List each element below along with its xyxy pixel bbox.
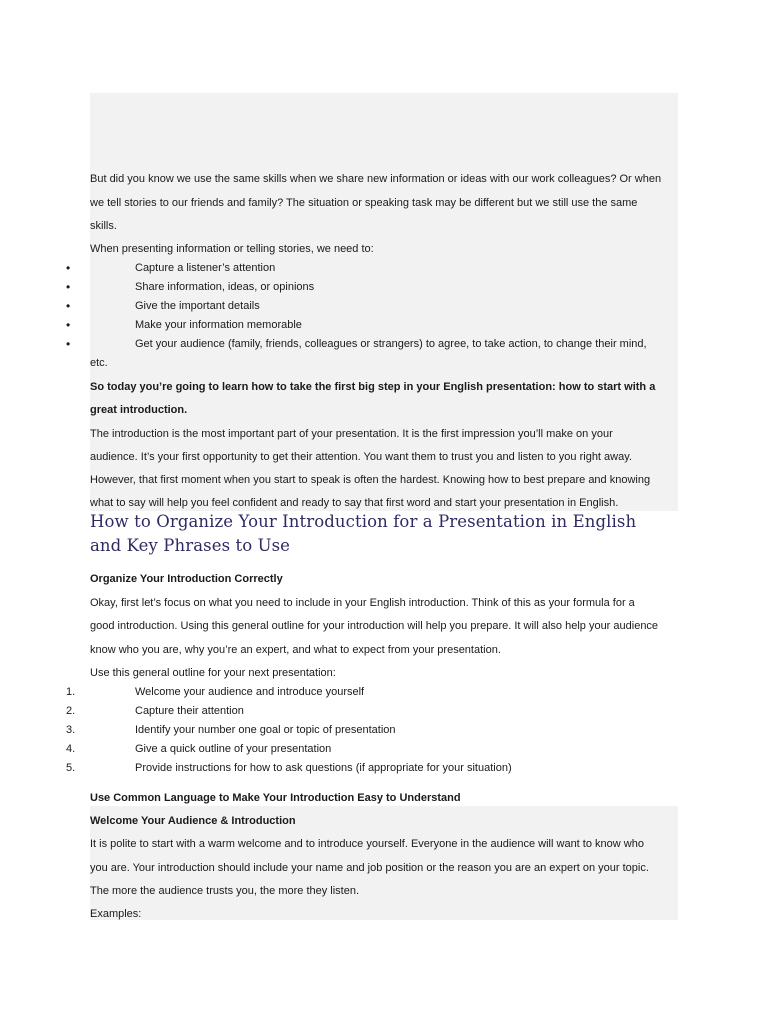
intro-bold-statement: great introduction. [90, 404, 188, 416]
numbered-marker: 3. [66, 724, 76, 736]
intro-paragraph-line: we tell stories to our friends and family? The situation or speaking task may be different but we still use the same [90, 197, 638, 209]
numbered-item: Identify your number one goal or topic of presentation [135, 724, 396, 736]
numbered-item: Give a quick outline of your presentation [135, 743, 332, 755]
welcome-paragraph-line: The more the audience trusts you, the more they listen. [90, 885, 360, 897]
section-heading: How to Organize Your Introduction for a Presentation in English [90, 512, 637, 531]
welcome-paragraph-line: It is polite to start with a warm welcome and to introduce yourself. Everyone in the audience will want to know who [90, 838, 644, 850]
welcome-paragraph-line: you are. Your introduction should include your name and job position or the reason you are an expert on your topic. [90, 862, 649, 874]
bullet-marker: • [66, 261, 71, 275]
numbered-marker: 1. [66, 686, 76, 698]
bullet-item-continuation: etc. [90, 357, 108, 369]
intro-paragraph-line: skills. [90, 220, 117, 232]
bullet-marker: • [66, 280, 71, 294]
bullet-item: Capture a listener’s attention [135, 262, 276, 274]
bullet-item: Get your audience (family, friends, colleagues or strangers) to agree, to take action, to change their mind, [135, 338, 647, 350]
numbered-item: Welcome your audience and introduce yourself [135, 686, 365, 698]
subheading-welcome: Welcome Your Audience & Introduction [90, 815, 296, 827]
bullet-marker: • [66, 337, 71, 351]
section-heading: and Key Phrases to Use [90, 536, 291, 555]
section-paragraph-line: Okay, first let’s focus on what you need to include in your English introduction. Think of this as your formula for a [90, 597, 635, 609]
section-paragraph-line: good introduction. Using this general outline for your introduction will help you prepare. It will also help your audience [90, 620, 659, 632]
subheading-organize: Organize Your Introduction Correctly [90, 573, 283, 585]
intro-list-lead: When presenting information or telling stories, we need to: [90, 243, 374, 255]
examples-label: Examples: [90, 908, 142, 920]
outline-list-lead: Use this general outline for your next presentation: [90, 667, 336, 679]
subheading-common-language: Use Common Language to Make Your Introduction Easy to Understand [90, 792, 461, 804]
intro-bold-statement: So today you’re going to learn how to take the first big step in your English presentation: how to start with a [90, 381, 656, 393]
numbered-marker: 4. [66, 743, 76, 755]
intro-paragraph-line: what to say will help you feel confident and ready to say that first word and start your presentation in English. [90, 497, 619, 509]
intro-paragraph-line: But did you know we use the same skills when we share new information or ideas with our work colleagues? Or when [90, 173, 662, 185]
bullet-item: Share information, ideas, or opinions [135, 281, 315, 293]
numbered-item: Provide instructions for how to ask questions (if appropriate for your situation) [135, 762, 512, 774]
intro-paragraph-line: However, that first moment when you start to speak is often the hardest. Knowing how to best prepare and knowing [90, 474, 651, 486]
numbered-item: Capture their attention [135, 705, 244, 717]
numbered-marker: 2. [66, 705, 76, 717]
bullet-item: Make your information memorable [135, 319, 302, 331]
intro-paragraph-line: The introduction is the most important part of your presentation. It is the first impression you’ll make on your [90, 428, 613, 440]
bullet-marker: • [66, 299, 71, 313]
numbered-marker: 5. [66, 762, 76, 774]
bullet-marker: • [66, 318, 71, 332]
section-paragraph-line: know who you are, why you’re an expert, and what to expect from your presentation. [90, 644, 501, 656]
bullet-item: Give the important details [135, 300, 260, 312]
intro-paragraph-line: audience. It’s your first opportunity to get their attention. You want them to trust you and listen to you right away. [90, 451, 632, 463]
